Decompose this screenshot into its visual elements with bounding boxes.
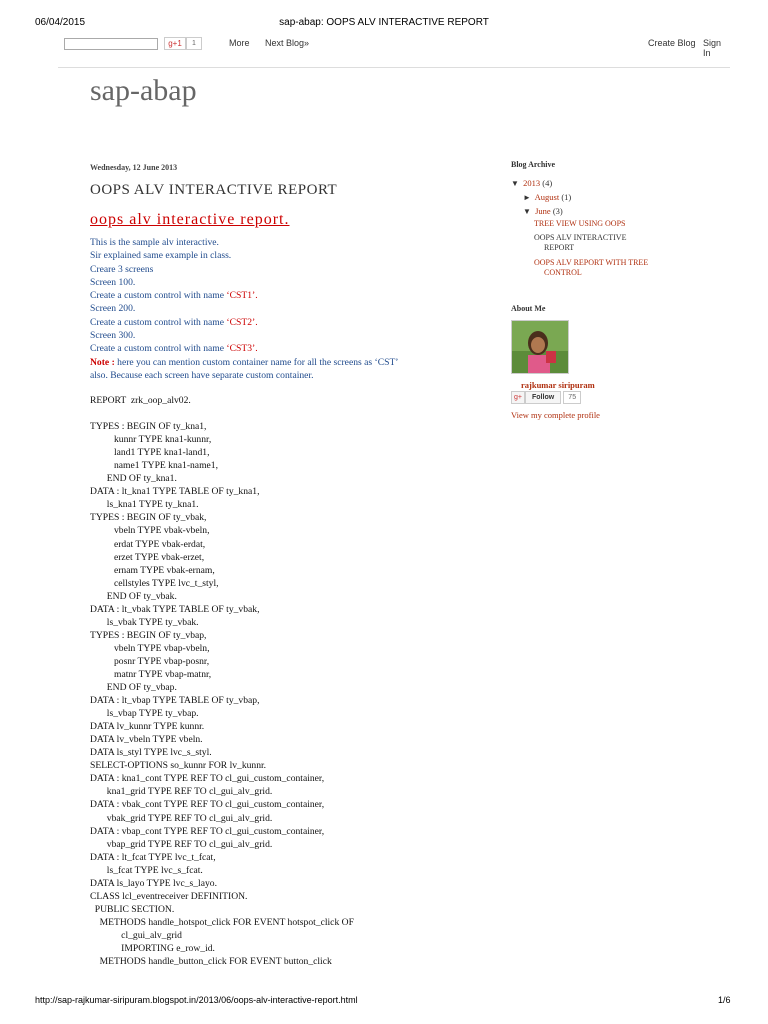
code-line: matnr TYPE vbap-matnr, — [90, 668, 212, 680]
code-line: DATA lv_vbeln TYPE vbeln. — [90, 734, 203, 746]
archive-month-count: (3) — [552, 206, 563, 216]
blogger-navbar — [58, 32, 730, 58]
intro-line — [90, 342, 465, 355]
intro-line: Screen 300. — [90, 330, 136, 342]
google-plus-icon: g+ — [511, 391, 525, 404]
code-line: DATA : vbak_cont TYPE REF TO cl_gui_custom_container, — [90, 799, 325, 811]
next-blog-link[interactable]: Next Blog» — [265, 38, 310, 48]
google-plus-count: 1 — [186, 37, 202, 50]
code-line: vbap_grid TYPE REF TO cl_gui_alv_grid. — [90, 838, 273, 850]
code-line: DATA ls_styl TYPE lvc_s_styl. — [90, 747, 212, 759]
note-text: here you can mention custom container name for all the screens as ‘CST’ — [114, 356, 399, 368]
create-blog-link[interactable]: Create Blog — [648, 38, 696, 48]
code-line: vbeln TYPE vbap-vbeln, — [90, 642, 210, 654]
code-line: TYPES : BEGIN OF ty_vbak, — [90, 512, 207, 524]
archive-post-tree-view[interactable]: TREE VIEW USING OOPS — [534, 219, 626, 228]
follow-count: 75 — [563, 391, 581, 404]
intro-line: Screen 100. — [90, 276, 136, 288]
about-me-heading: About Me — [511, 304, 546, 313]
code-line: erzet TYPE vbak-erzet, — [90, 551, 205, 563]
archive-year[interactable] — [511, 178, 711, 188]
code-line: TYPES : BEGIN OF ty_kna1, — [90, 421, 207, 433]
sidebar — [511, 160, 711, 420]
code-line: kunnr TYPE kna1-kunnr, — [90, 434, 212, 446]
sign-in-link[interactable]: Sign In — [703, 38, 722, 58]
code-line — [90, 407, 475, 420]
code-line: ls_fcat TYPE lvc_s_fcat. — [90, 864, 203, 876]
note-label: Note : — [90, 356, 115, 368]
archive-post-current — [511, 233, 711, 253]
intro-line — [90, 316, 465, 329]
archive-month-june[interactable] — [511, 206, 711, 216]
code-line: END OF ty_vbak. — [90, 590, 177, 602]
archive-post-line[interactable]: OOPS ALV REPORT WITH TREE — [534, 258, 649, 267]
code-line: ls_vbap TYPE ty_vbap. — [90, 708, 199, 720]
code-line: END OF ty_kna1. — [90, 473, 177, 485]
print-page-number: 1/6 — [718, 995, 731, 1005]
code-line: erdat TYPE vbak-erdat, — [90, 538, 206, 550]
code-block — [90, 394, 475, 968]
intro-line: Creare 3 screens — [90, 263, 154, 275]
code-line: SELECT-OPTIONS so_kunnr FOR lv_kunnr. — [90, 760, 267, 772]
code-line: DATA : lt_kna1 TYPE TABLE OF ty_kna1, — [90, 486, 260, 498]
code-line: vbeln TYPE vbak-vbeln, — [90, 525, 210, 537]
code-line: DATA lv_kunnr TYPE kunnr. — [90, 721, 205, 733]
print-title: sap-abap: OOPS ALV INTERACTIVE REPORT — [279, 17, 489, 28]
triangle-right-icon[interactable]: ► — [523, 193, 531, 202]
profile-photo-image[interactable] — [511, 320, 569, 374]
code-line: DATA : lt_vbap TYPE TABLE OF ty_vbap, — [90, 695, 260, 707]
container-name: ‘CST1’. — [226, 290, 258, 302]
post-date: Wednesday, 12 June 2013 — [90, 163, 178, 172]
code-line: ernam TYPE vbak-ernam, — [90, 564, 215, 576]
intro-line: This is the sample alv interactive. — [90, 237, 219, 248]
search-input[interactable] — [64, 38, 158, 50]
blog-title[interactable]: sap-abap — [90, 74, 197, 107]
code-line: METHODS handle_button_click FOR EVENT button_click — [90, 956, 332, 968]
archive-post-line: OOPS ALV INTERACTIVE — [534, 233, 627, 242]
archive-year-count: (4) — [542, 178, 553, 188]
code-line: DATA : vbap_cont TYPE REF TO cl_gui_custom_container, — [90, 825, 325, 837]
print-url: http://sap-rajkumar-siripuram.blogspot.in/2013/06/oops-alv-interactive-report.html — [35, 995, 358, 1005]
archive-post-line[interactable]: CONTROL — [544, 268, 582, 277]
more-link[interactable]: More — [229, 38, 250, 48]
print-date: 06/04/2015 — [35, 17, 86, 28]
archive-month-link[interactable]: August — [534, 192, 560, 202]
code-line: cellstyles TYPE lvc_t_styl, — [90, 577, 219, 589]
triangle-down-icon[interactable]: ▼ — [523, 207, 531, 216]
code-line: DATA : kna1_cont TYPE REF TO cl_gui_custom_container, — [90, 773, 325, 785]
code-line: kna1_grid TYPE REF TO cl_gui_alv_grid. — [90, 786, 273, 798]
author-name[interactable]: rajkumar siripuram — [521, 380, 595, 390]
archive-month-count: (1) — [561, 192, 572, 202]
archive-post-line: REPORT — [544, 243, 575, 252]
code-line: ls_vbak TYPE ty_vbak. — [90, 616, 199, 628]
profile-photo[interactable] — [511, 320, 711, 376]
code-line: CLASS lcl_eventreceiver DEFINITION. — [90, 890, 248, 902]
code-line: name1 TYPE kna1-name1, — [90, 460, 218, 472]
code-line: DATA : lt_fcat TYPE lvc_t_fcat, — [90, 851, 216, 863]
code-line: cl_gui_alv_grid — [90, 929, 182, 941]
archive-month-august[interactable] — [511, 192, 711, 202]
code-line: REPORT zrk_oop_alv02. — [90, 395, 191, 406]
header-divider — [58, 67, 730, 68]
intro-text: Create a custom control with name — [90, 316, 227, 328]
google-plus-button[interactable]: g+1 — [164, 37, 186, 50]
archive-post-tree-control[interactable] — [511, 258, 711, 278]
container-name: ‘CST3’. — [226, 343, 258, 355]
intro-line: Sir explained same example in class. — [90, 250, 232, 262]
follow-widget — [511, 391, 711, 404]
intro-line: Screen 200. — [90, 303, 136, 315]
triangle-down-icon[interactable]: ▼ — [511, 179, 519, 188]
code-line: TYPES : BEGIN OF ty_vbap, — [90, 629, 207, 641]
code-line: land1 TYPE kna1-land1, — [90, 447, 210, 459]
code-line: METHODS handle_hotspot_click FOR EVENT hotspot_click OF — [90, 916, 354, 928]
code-line: PUBLIC SECTION. — [90, 903, 175, 915]
code-line: DATA ls_layo TYPE lvc_s_layo. — [90, 877, 217, 889]
intro-line: also. Because each screen have separate custom container. — [90, 369, 314, 381]
code-line: IMPORTING e_row_id. — [90, 942, 215, 954]
archive-year-link[interactable]: 2013 — [523, 178, 541, 188]
intro-text: Create a custom control with name — [90, 290, 227, 302]
container-name: ‘CST2’. — [226, 316, 258, 328]
code-line: ls_kna1 TYPE ty_kna1. — [90, 499, 199, 511]
post-intro — [90, 236, 465, 382]
code-line: posnr TYPE vbap-posnr, — [90, 655, 210, 667]
follow-button[interactable]: Follow — [525, 391, 561, 404]
blog-archive-heading: Blog Archive — [511, 160, 556, 169]
post-title: OOPS ALV INTERACTIVE REPORT — [90, 182, 338, 198]
code-line: END OF ty_vbap. — [90, 682, 177, 694]
code-line: vbak_grid TYPE REF TO cl_gui_alv_grid. — [90, 812, 273, 824]
intro-line — [90, 356, 465, 369]
intro-text: Create a custom control with name — [90, 343, 227, 355]
view-profile-link[interactable]: View my complete profile — [511, 410, 600, 420]
intro-line — [90, 289, 465, 302]
code-line: DATA : lt_vbak TYPE TABLE OF ty_vbak, — [90, 603, 260, 615]
post-heading: oops alv interactive report. — [90, 211, 290, 228]
archive-month-link[interactable]: June — [535, 206, 551, 216]
